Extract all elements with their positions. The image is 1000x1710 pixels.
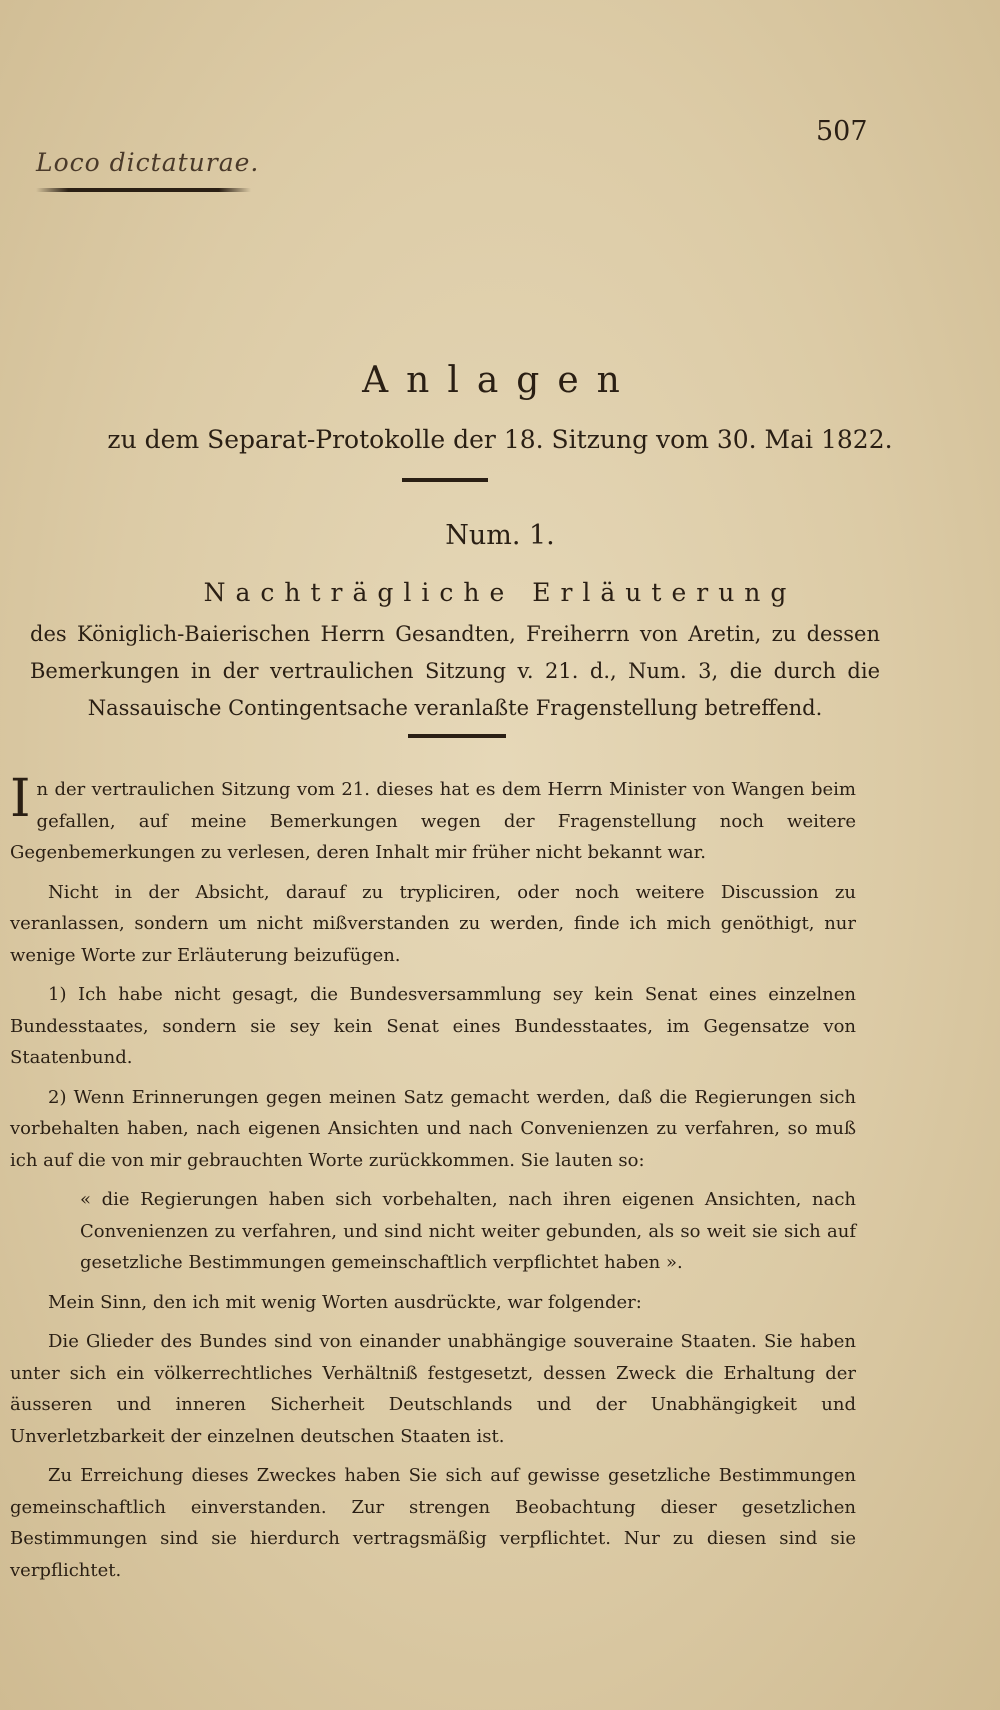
drop-cap: I (10, 769, 31, 829)
paragraph: In der vertraulichen Sitzung vom 21. dieses hat es dem Herrn Minister von Wangen beim gefallen, auf meine Bemerkungen wegen der Fragenstellung noch weitere Gegenbemerkungen zu verlesen, deren Inhalt mir früher nicht bekannt war. (10, 769, 856, 863)
paragraph: Die Glieder des Bundes sind von einander unabhängige souveraine Staaten. Sie haben unter sich ein völkerrechtliches Verhältniß festgesetzt, dessen Zweck die Erhaltung der äusseren und inneren Sicherheit Deutschlands und der Unabhängigkeit und Unverletzbarkeit der einzelnen deutschen Staaten ist. (10, 1331, 856, 1447)
section-heading: Nachträgliche Erläuterung (203, 578, 797, 607)
document-subtitle: zu dem Separat-Protokolle der 18. Sitzung vom 30. Mai 1822. (107, 425, 893, 454)
marginal-rule (36, 188, 251, 192)
section-number: Num. 1. (445, 520, 555, 551)
quotation: « die Regierungen haben sich vorbehalten, nach ihren eigenen Ansichten, nach Convenienzen zu verfahren, und sind nicht weiter gebunden, als so weit sie sich auf gesetzliche Bestimmungen gemeinschaftlich verpflichtet haben ». (80, 1189, 856, 1273)
body-text (10, 769, 856, 1594)
section-divider (408, 734, 506, 738)
paragraph: Nicht in der Absicht, darauf zu trypliciren, oder noch weitere Discussion zu veranlassen, sondern um nicht mißverstanden zu werden, finde ich mich genöthigt, nur wenige Worte zur Erläuterung beizufügen. (10, 881, 856, 966)
paragraph: Mein Sinn, den ich mit wenig Worten ausdrückte, war folgender: (48, 1291, 642, 1313)
document-title: Anlagen (362, 360, 638, 401)
title-divider (402, 478, 488, 482)
paragraph: 1) Ich habe nicht gesagt, die Bundesversammlung sey kein Senat eines einzelnen Bundesstaates, sondern sie sey kein Senat eines Bundesstaates, im Gegensatze von Staatenbund. (10, 984, 856, 1068)
section-description: des Königlich-Baierischen Herrn Gesandten, Freiherrn von Aretin, zu dessen Bemerkungen in der vertraulichen Sitzung v. 21. d., Num. 3, die durch die Nassauische Contingentsache veranlaßte Fragenstellung betreffend. (30, 622, 880, 720)
marginal-note: Loco dictaturae. (36, 148, 260, 177)
paragraph: 2) Wenn Erinnerungen gegen meinen Satz gemacht werden, daß die Regierungen sich vorbehalten haben, nach eigenen Ansichten und nach Convenienzen zu verfahren, so muß ich auf die von mir gebrauchten Worte zurückkommen. Sie lauten so: (10, 1086, 856, 1171)
paragraph: Zu Erreichung dieses Zweckes haben Sie sich auf gewisse gesetzliche Bestimmungen gemeinschaftlich einverstanden. Zur strengen Beobachtung dieser gesetzlichen Bestimmungen sind sie hierdurch vertragsmäßig verpflichtet. Nur zu diesen sind sie verpflichtet. (10, 1465, 856, 1581)
page-number: 507 (816, 116, 868, 147)
